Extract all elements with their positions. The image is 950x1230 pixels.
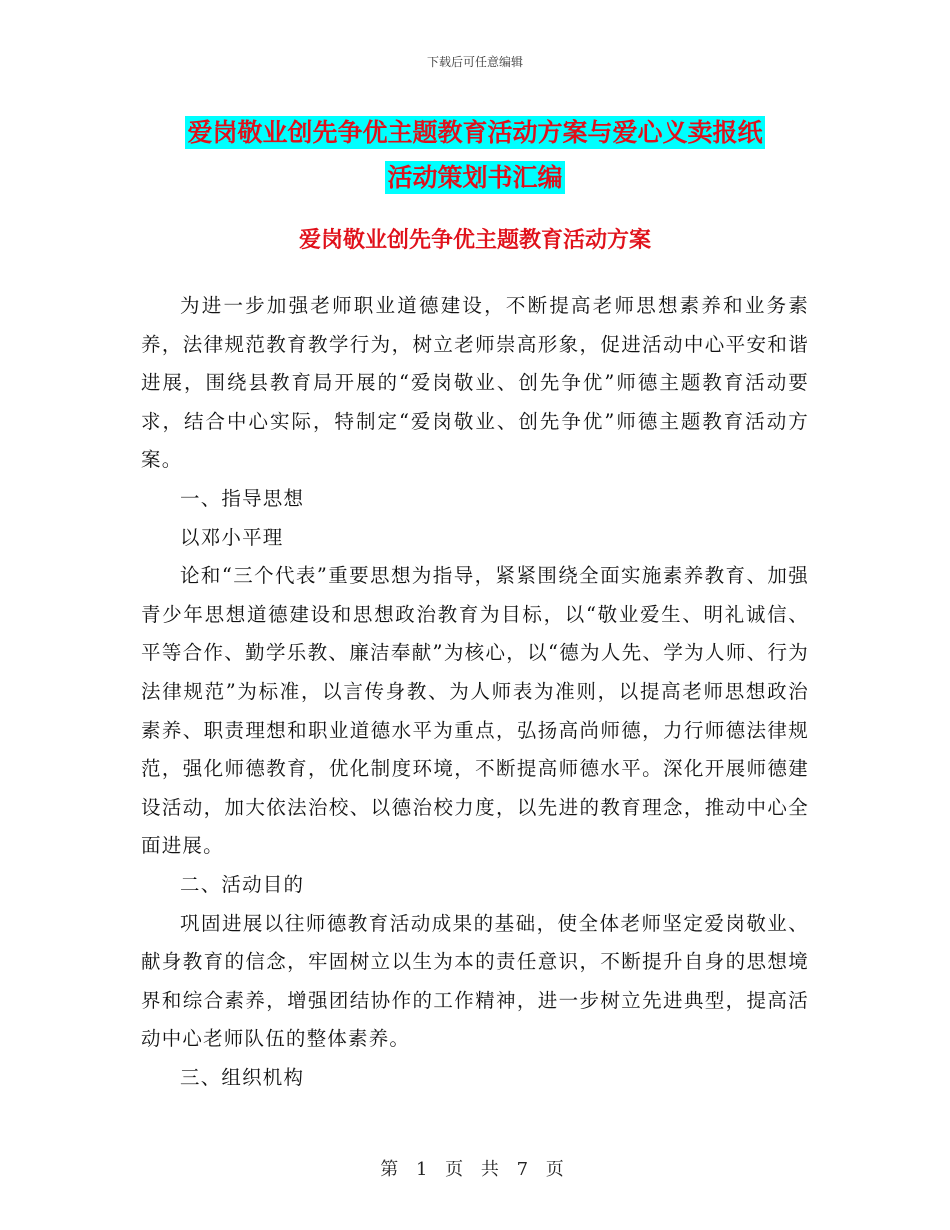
heading-activity-purpose: 二、活动目的 [180,872,305,896]
page-footer: 第 1 页 共 7 页 [380,1159,570,1180]
document-title-line-2 [0,158,950,194]
document-body [141,287,809,1097]
header-note: 下载后可任意编辑 [426,55,523,69]
heading-guiding-ideology: 一、指导思想 [180,486,305,510]
document-title-line-1 [0,113,950,149]
paragraph-guiding-body: 论和“三个代表”重要思想为指导，紧紧围绕全面实施素养教育、加强青少年思想道德建设和思想政治教育为目标，以“敬业爱生、明礼诚信、平等合作、勤学乐教、廉洁奉献”为核心，以“德为人先、学为人师、行为法律规范”为标准，以言传身教、为人师表为准则，以提高老师思想政治素养、职责理想和职业道德水平为重点，弘扬高尚师德，力行师德法律规范，强化师德教育，优化制度环境，不断提高师德水平。深化开展师德建设活动，加大依法治校、以德治校力度，以先进的教育理念，推动中心全面进展。 [141,564,809,858]
heading-organization: 三、组织机构 [180,1065,305,1089]
paragraph-guiding-start: 以邓小平理 [180,525,284,549]
highlighted-title-text-1: 爱岗敬业创先争优主题教育活动方案与爱心义卖报纸 [187,118,763,147]
paragraph-activity-purpose: 巩固进展以往师德教育活动成果的基础，使全体老师坚定爱岗敬业、献身教育的信念，牢固树立以生为本的责任意识，不断提升自身的思想境界和综合素养，增强团结协作的工作精神，进一步树立先进典型，提高活动中心老师队伍的整体素养。 [141,911,809,1051]
highlighted-title-text-2: 活动策划书汇编 [387,163,563,192]
section-title: 爱岗敬业创先争优主题教育活动方案 [298,228,651,253]
paragraph-intro: 为进一步加强老师职业道德建设，不断提高老师思想素养和业务素养，法律规范教育教学行为，树立老师崇高形象，促进活动中心平安和谐进展，围绕县教育局开展的“爱岗敬业、创先争优”师德主题教育活动要求，结合中心实际，特制定“爱岗敬业、创先争优”师德主题教育活动方案。 [141,294,809,472]
